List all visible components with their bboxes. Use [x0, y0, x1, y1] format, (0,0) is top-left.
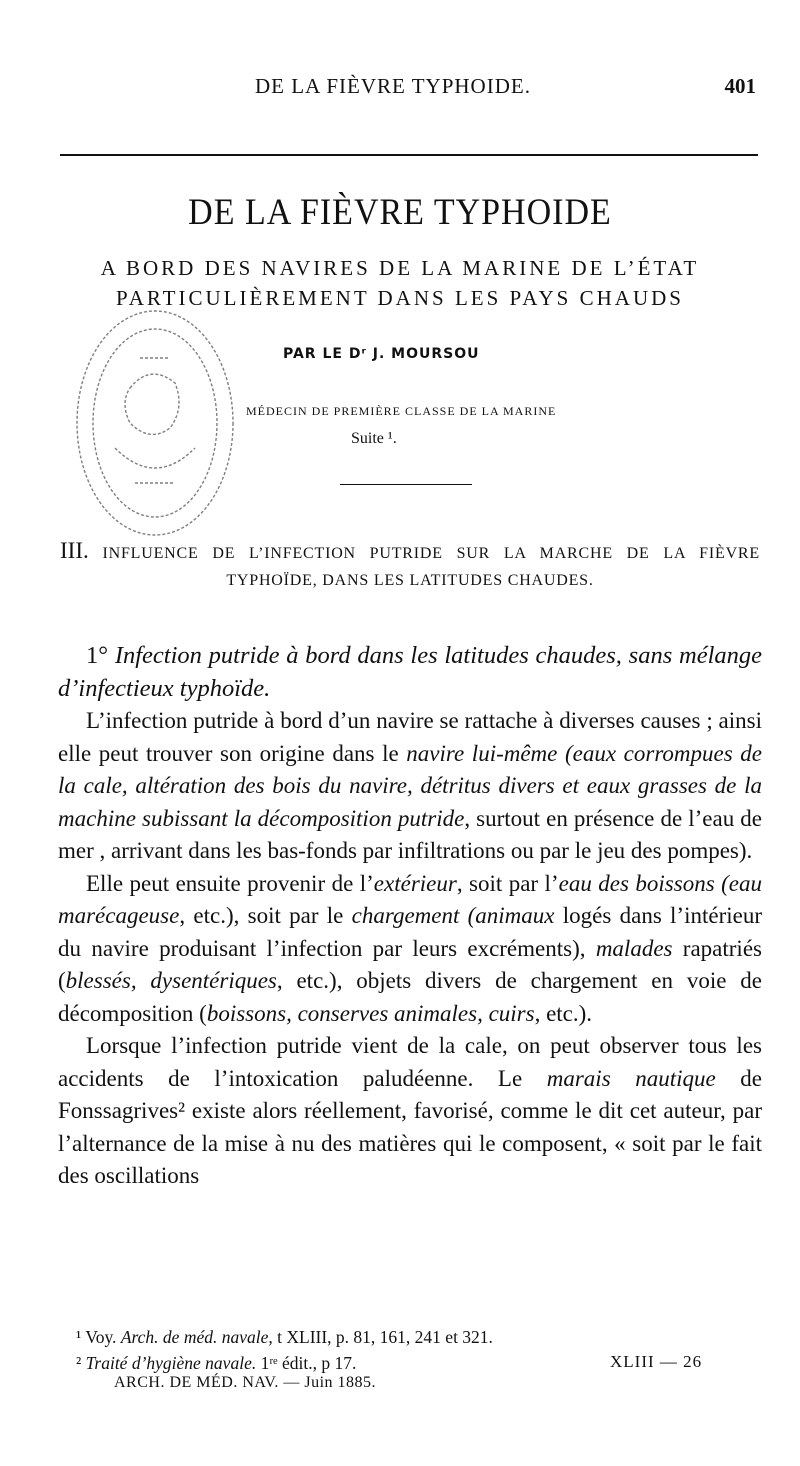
section-heading-line2: TYPHOÏDE, DANS LES LATITUDES CHAUDES.: [226, 572, 594, 589]
text-run: L’infection putride à bord d’un navire se rattache à diverses causes ; ainsi elle peut trouver son origine dans le: [58, 708, 762, 766]
subsection-title: Infection putride à bord dans les latitudes chaudes, sans mélange d’infectieux typhoïde.: [58, 642, 762, 702]
footnote-text: t XLIII, p. 81, 161, 241 et 321.: [272, 1327, 493, 1347]
italic-run: blessés, dysentériques: [65, 968, 277, 993]
page-number: 401: [724, 74, 756, 98]
footnote-text: Voy.: [85, 1327, 121, 1347]
running-head-title: DE LA FIÈVRE TYPHOIDE.: [255, 74, 531, 98]
author-byline: PAR LE Dʳ J. MOURSOU: [283, 346, 480, 362]
header-rule: [60, 154, 758, 156]
italic-run: eau des boissons (eau marécageuse: [58, 870, 762, 928]
text-run: , etc.).: [534, 1000, 593, 1026]
section-heading-line1: [60, 538, 760, 564]
paragraph-1: [58, 705, 762, 868]
article-title: DE LA FIÈVRE TYPHOIDE: [188, 192, 612, 233]
footnote: [60, 1324, 760, 1350]
journal-footer: ARCH. DE MÉD. NAV. — Juin 1885.: [114, 1374, 377, 1391]
text-run: Lorsque l’infection putride vient de la cale, on peut observer tous les accidents de l’intoxication paludéenne. Le: [58, 1033, 762, 1091]
italic-run: boissons, conserves animales, cuirs: [206, 1000, 535, 1026]
footnote-mark: ¹: [76, 1327, 82, 1347]
subsection-number: 1°: [86, 642, 109, 669]
italic-run: navire lui-même (eaux corrompues de la cale, altération des bois du navire, détritus divers et eaux grasses de la machine subissant la décomposition putride: [58, 740, 762, 831]
text-run: , soit par l’: [456, 870, 559, 896]
signature-mark: XLIII — 26: [610, 1352, 703, 1371]
footnote-italic: Arch. de méd. navale,: [120, 1327, 273, 1347]
section-rule: [340, 484, 472, 485]
text-run: , etc.), soit par le: [179, 903, 352, 928]
section-heading-text1: INFLUENCE DE L’INFECTION PUTRIDE SUR LA MARCHE DE LA FIÈVRE: [102, 545, 760, 562]
text-run: , etc.), objets divers de chargement en voie de décomposition (: [58, 968, 762, 1026]
text-run: logés dans l’intérieur du navire produisant l’infection par leurs excréments),: [58, 903, 762, 961]
continuation-note: Suite ¹.: [351, 430, 397, 447]
text-run: de Fonssagrives² existe alors réellement, favorisé, comme le dit cet auteur, par l’alternance de la mise à nu des matières qui le composent, « soit par le fait des oscillations: [58, 1065, 762, 1188]
subsection-heading: [58, 640, 762, 705]
italic-run: malades: [595, 935, 673, 961]
running-head: [60, 74, 760, 104]
article-subtitle-line1: A BORD DES NAVIRES DE LA MARINE DE L’ÉTAT: [100, 256, 700, 280]
footnote-text: 1ʳᵉ édit., p 17.: [256, 1353, 357, 1373]
author-affiliation: MÉDECIN DE PREMIÈRE CLASSE DE LA MARINE: [246, 404, 557, 418]
library-stamp-icon: [60, 298, 260, 548]
text-run: Elle peut ensuite provenir de l’: [86, 870, 374, 896]
footnote-mark: ²: [76, 1353, 82, 1373]
footnote-italic: Traité d’hygiène navale.: [85, 1353, 257, 1373]
body-text: [58, 640, 762, 1193]
italic-run: extérieur: [373, 870, 457, 896]
italic-run: marais nautique: [546, 1065, 716, 1091]
italic-run: chargement (animaux: [351, 903, 555, 928]
section-numeral: III.: [60, 538, 89, 563]
paragraph-3: [58, 1030, 762, 1193]
paragraph-2: [58, 868, 762, 1031]
article-subtitle-line2: PARTICULIÈREMENT DANS LES PAYS CHAUDS: [116, 286, 684, 310]
text-run: , surtout en présence de l’eau de mer , arrivant dans les bas-fonds par infiltrations ou par le jeu des pompes).: [58, 805, 762, 863]
text-run: rapatriés (: [58, 935, 762, 993]
section-heading: [60, 538, 760, 590]
